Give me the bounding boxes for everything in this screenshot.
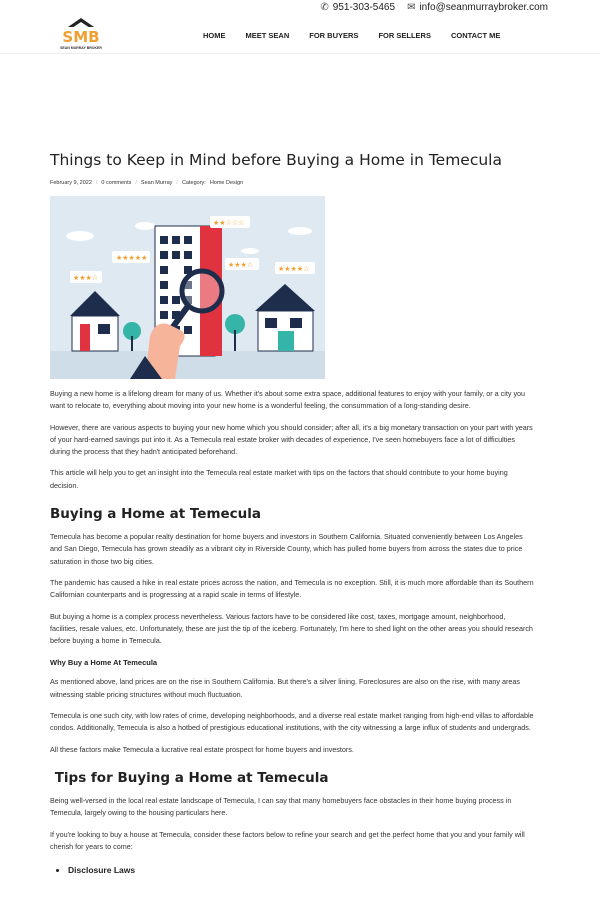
nav-for-sellers[interactable]: FOR SELLERS (378, 31, 431, 40)
subheading-why-buy: Why Buy a Home At Temecula (50, 658, 158, 668)
email-link[interactable] (407, 2, 548, 13)
logo-tagline: SEAN MURRAY BROKER (60, 46, 102, 50)
svg-text:★★★☆: ★★★☆ (73, 274, 99, 282)
section-paragraph: But buying a home is a complex process nevertheless. Various factors have to be considered like cost, taxes, mortgage amount, neighborhood, facilities, resale values, etc. Unfortunately, these are just the tip of the iceberg. Fortunately, I'm here to shed light on the other areas you should research before buying a home in Temecula. (50, 611, 533, 646)
svg-text:★★★★★: ★★★★★ (116, 254, 148, 262)
hero-illustration (50, 196, 325, 379)
intro-paragraph: Buying a new home is a lifelong dream for many of us. Whether it's about some extra space, additional features to enjoy with your family, or a city you want to relocate to, everything about moving into your new home is a wonderful feeling, the consummation of a long-standing desire. (50, 389, 526, 411)
section-heading-buying: Buying a Home at Temecula (50, 506, 262, 523)
envelope-icon: ✉ (407, 2, 416, 13)
contact-info (320, 2, 548, 13)
phone-link[interactable] (320, 2, 395, 13)
svg-text:★★☆☆☆: ★★☆☆☆ (213, 219, 245, 227)
phone-number: 951-303-5465 (332, 2, 396, 13)
nav-meet-sean[interactable]: MEET SEAN (245, 31, 290, 40)
top-contact-bar (0, 0, 600, 16)
intro-paragraph: This article will help you to get an insight into the Temecula real estate market with tips on the factors that should contribute to your home buying decision. (50, 468, 508, 490)
nav-home[interactable]: HOME (203, 31, 226, 40)
intro-paragraph: However, there are various aspects to buying your new home which you should consider; after all, it's a big monetary transaction on your part with years of your hard-earned savings put into it. As a Temecula real estate broker with decades of experience, I've seen homebuyers face a lot of difficulties during the process that they hadn't anticipated beforehand. (50, 422, 533, 457)
post-title: Things to Keep in Mind before Buying a Home in Temecula (50, 151, 502, 169)
post-category-label: Category: (181, 180, 206, 186)
section-heading-tips: Tips for Buying a Home at Temecula (50, 769, 329, 786)
post-meta (50, 180, 534, 186)
list-item: • Disclosure Laws (68, 865, 534, 875)
email-address: info@seanmurraybroker.com (419, 2, 548, 13)
post-category[interactable]: Home Design (209, 180, 244, 186)
section-paragraph: If you're looking to buy a house at Temecula, consider these factors below to refine your search and get the perfect home that you and your family will cherish for years to come: (50, 829, 525, 851)
meta-separator: / (95, 180, 98, 186)
meta-separator: / (176, 180, 178, 186)
tips-list (50, 865, 534, 875)
site-logo[interactable] (58, 18, 104, 52)
nav-for-buyers[interactable]: FOR BUYERS (309, 31, 359, 40)
section-paragraph: Temecula has become a popular realty destination for home buyers and investors in Southern California. Situated conveniently between Los Angeles and San Diego, Temecula has grown steadily as a vibrant city in Riverside County, which has pulled home buyers from across the states due to price saturation in those two big cities. (50, 532, 523, 566)
svg-text:★★★☆: ★★★☆ (228, 261, 254, 269)
section-paragraph: Being well-versed in the local real estate landscape of Temecula, I can say that many homebuyers face obstacles in their home buying process in Temecula, largely owing to the housing particulars here. (50, 795, 512, 818)
main-nav (203, 31, 520, 40)
section-paragraph: As mentioned above, land prices are on the rise in Southern California. But there's a silver lining. Foreclosures are also on the rise, with many areas witnessing stable pricing structures without much fluctuation. (50, 677, 520, 699)
section-paragraph: All these factors make Temecula a lucrative real estate prospect for home buyers and investors. (50, 744, 354, 754)
nav-contact-me[interactable]: CONTACT ME (450, 31, 501, 40)
meta-separator: / (135, 180, 137, 186)
phone-icon: ✆ (320, 2, 329, 13)
svg-text:★★★★☆: ★★★★☆ (278, 265, 310, 273)
site-header (0, 16, 600, 54)
post-article (50, 150, 534, 875)
logo-letters: SMB (62, 28, 100, 46)
post-comments[interactable]: 0 comments (101, 180, 132, 186)
real-estate-illustration (50, 196, 325, 379)
section-paragraph: Temecula is one such city, with low rates of crime, developing neighborhoods, and a diverse real estate market ranging from high-end villas to affordable condos. Additionally, Temecula is also a hotbed of prestigious educational institutions, with the city witnessing a large influx of students and undergrads. (50, 711, 534, 733)
section-paragraph: The pandemic has caused a hike in real estate prices across the nation, and Temecula is no exception. Still, it is much more affordable than its Southern Californian counterparts and is progressing at a rapid scale in terms of lifestyle. (50, 577, 534, 600)
post-author[interactable]: Sean Murray (140, 180, 173, 186)
post-date[interactable]: February 9, 2022 (50, 180, 92, 186)
